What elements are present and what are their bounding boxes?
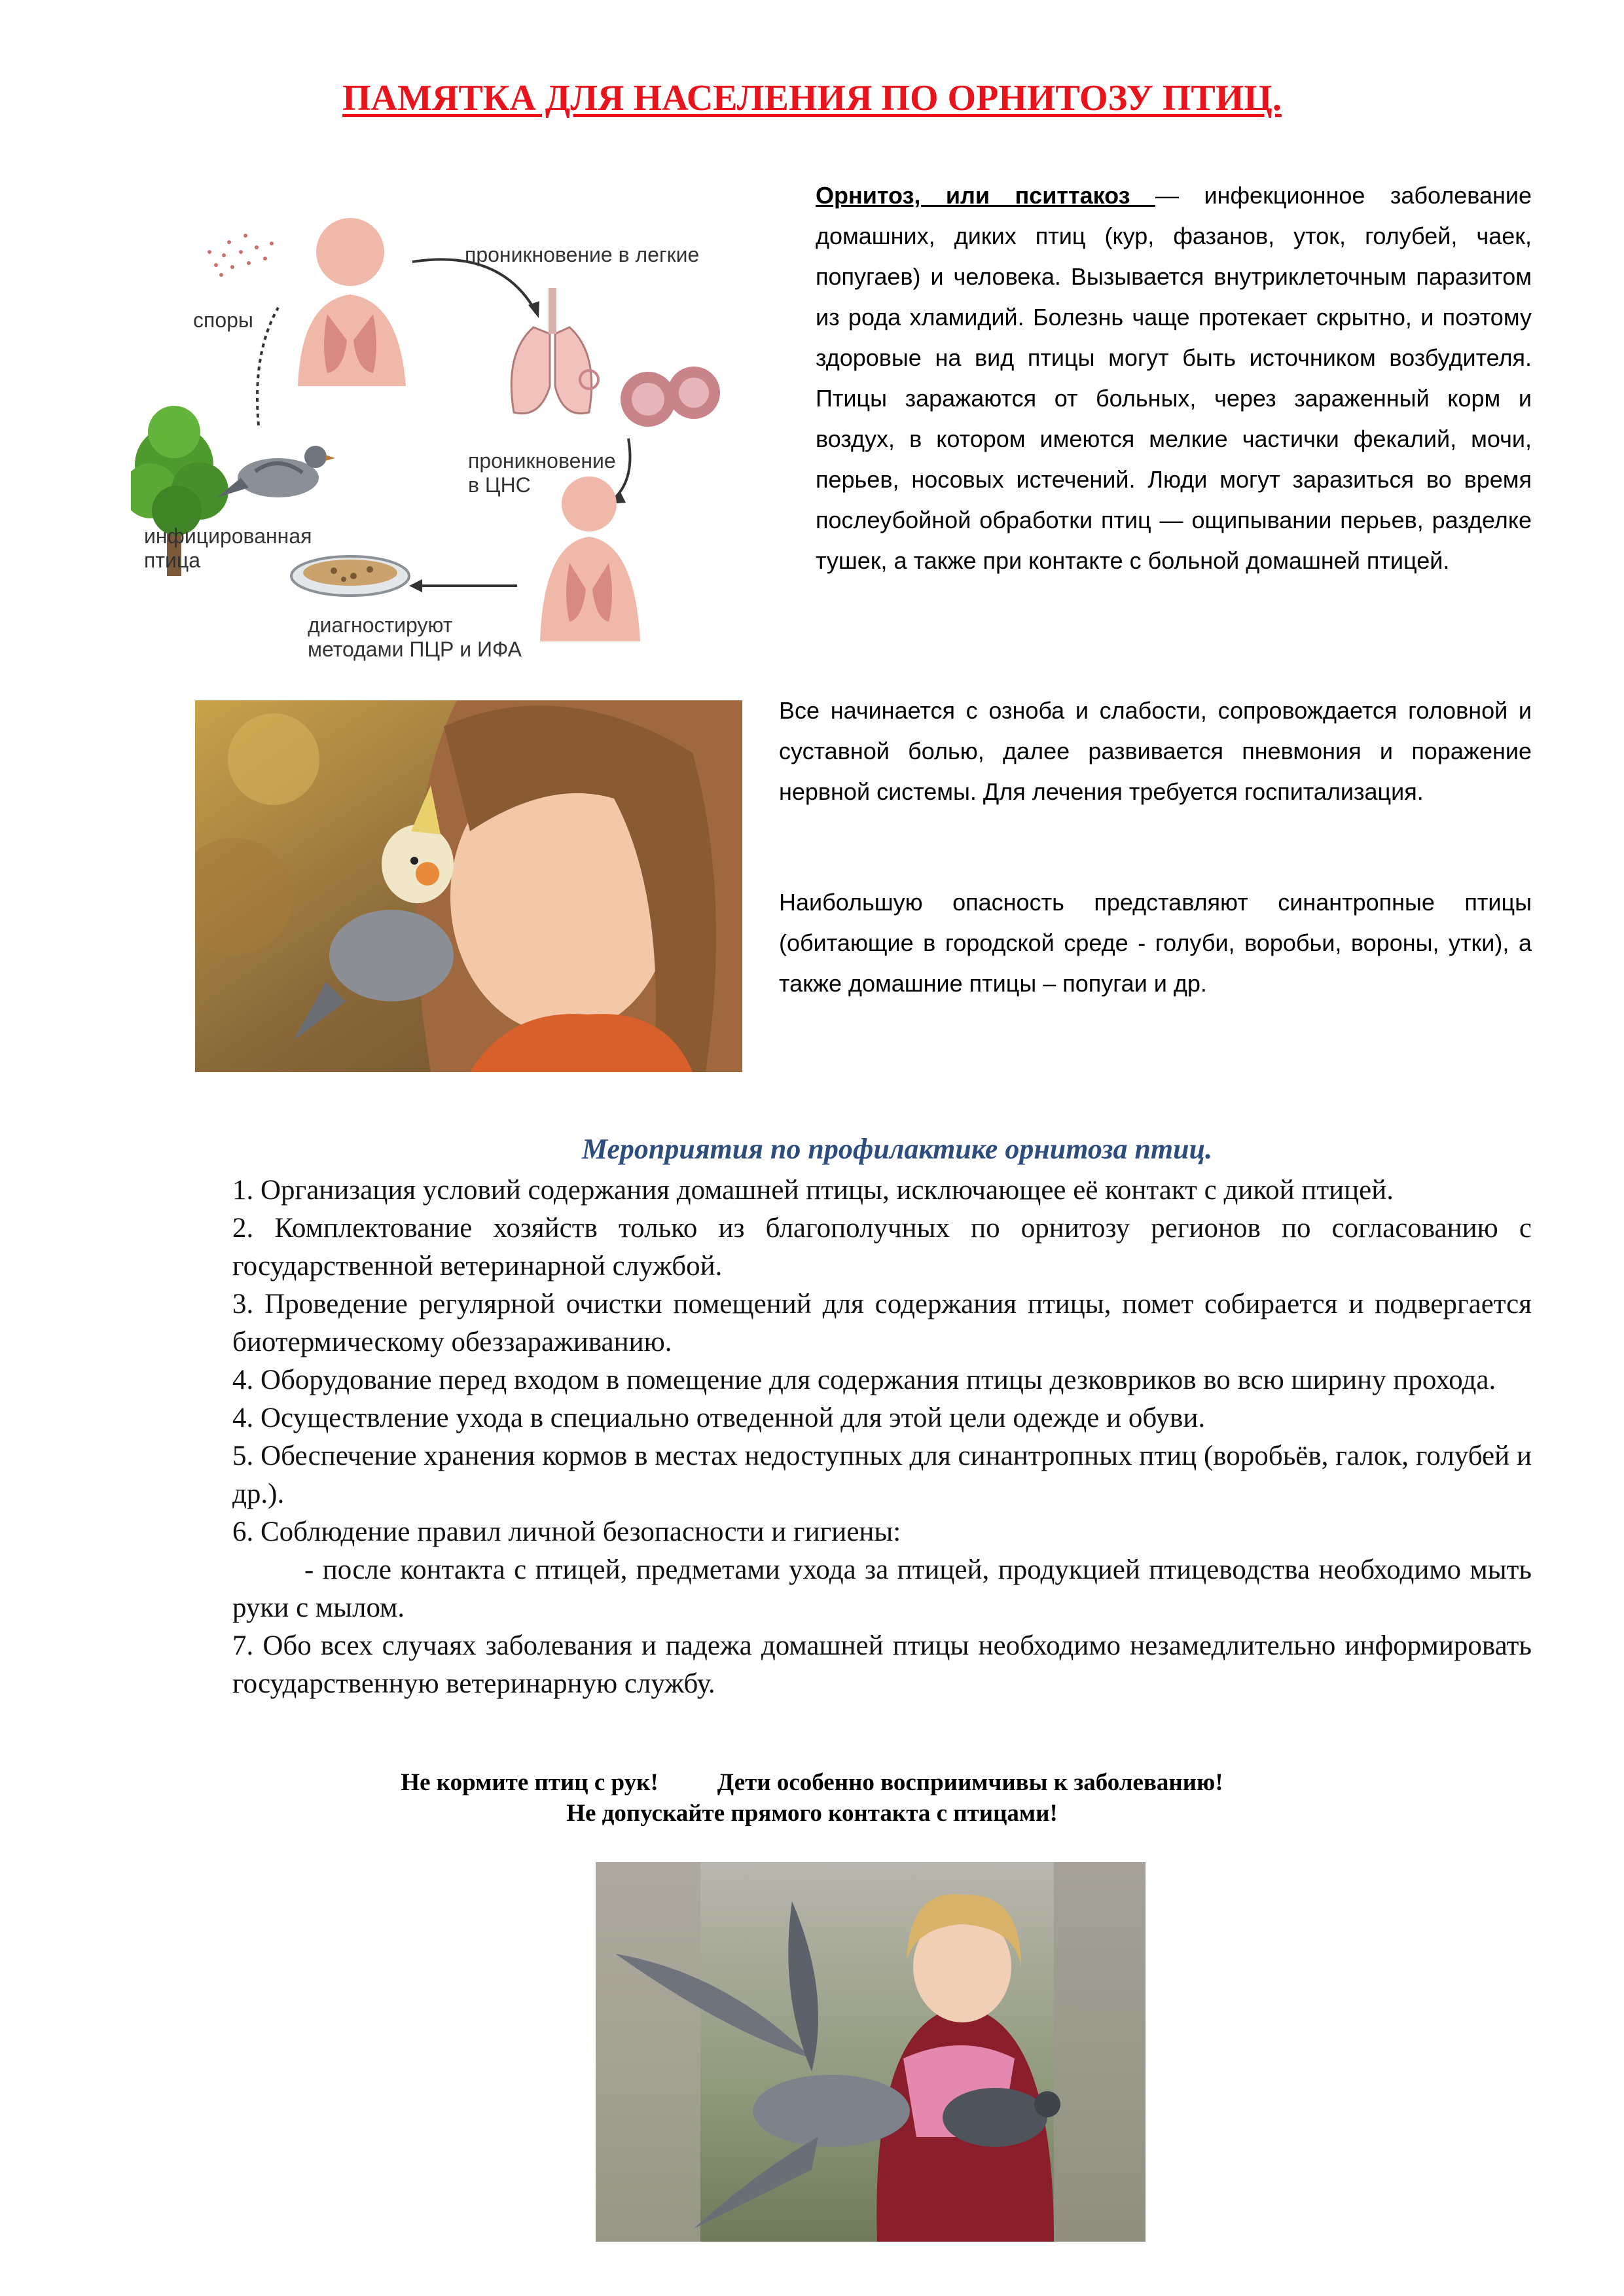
diagram-label-infected-2: птица xyxy=(144,548,200,572)
disease-term: Орнитоз, или пситтакоз xyxy=(816,182,1156,209)
person-cns-illustration xyxy=(540,476,640,641)
diagram-label-cns-1: проникновение xyxy=(468,449,616,473)
measure-item: 4. Оборудование перед входом в помещение для содержания птицы дезковриков во всю ширину прохода. xyxy=(232,1365,1496,1395)
warning-children: Дети особенно восприимчивы к заболеванию! xyxy=(717,1769,1223,1796)
measure-item: 4. Осуществление ухода в специально отведенной для этой цели одежде и обуви. xyxy=(232,1403,1206,1433)
danger-paragraph xyxy=(779,882,1532,1004)
diagram-label-lungs: проникновение в легкие xyxy=(465,243,700,266)
measure-item: 3. Проведение регулярной очистки помещений для содержания птицы, помет собирается и подвергается биотермическому обеззараживанию. xyxy=(232,1289,1532,1357)
girl-with-parrot-photo xyxy=(195,700,742,1072)
intro-text: — инфекционное заболевание домашних, диких птиц (кур, фазанов, уток, голубей, чаек, попугаев) и человека. Вызывается внутриклеточным паразитом из рода хламидий. Болезнь чаще протекает скрытно, и поэтому здоровые на вид птицы могут быть источником возбудителя. Птицы заражаются от больных, через зараженный корм и воздух, в котором имеются мелкие частички фекалий, мочи, перьев, носовых истечений. Люди могут заразиться во время послеубойной обработки птиц — ощипывании перьев, разделке тушек, а также при контакте с больной домашней птицей. xyxy=(816,182,1532,574)
diagram-label-spores: споры xyxy=(193,308,253,332)
symptoms-text: Все начинается с озноба и слабости, сопровождается головной и суставной болью, далее развивается пневмония и поражение нервной системы. Для лечения требуется госпитализация. xyxy=(779,697,1532,805)
measures-heading: Мероприятия по профилактике орнитоза птиц. xyxy=(581,1133,1213,1165)
girl-with-pigeons-photo xyxy=(596,1862,1146,2242)
danger-text: Наибольшую опасность представляют синантропные птицы (обитающие в городской среде - голуби, воробьи, вороны, утки), а также домашние птицы – попугаи и др. xyxy=(779,889,1532,997)
spores-cloud xyxy=(208,234,274,277)
warning-feeding: Не кормите птиц с рук! xyxy=(401,1769,659,1796)
petri-dish-illustration xyxy=(291,556,409,596)
diagram-label-cns-2: в ЦНС xyxy=(468,473,531,497)
symptoms-paragraph xyxy=(779,691,1532,812)
measure-item: 2. Комплектование хозяйств только из благополучных по орнитозу регионов по согласованию с государственной ветеринарной службой. xyxy=(232,1213,1532,1282)
person-lungs-illustration xyxy=(298,218,406,386)
lungs-illustration xyxy=(511,288,592,414)
page-title: ПАМЯТКА ДЛЯ НАСЕЛЕНИЯ ПО ОРНИТОЗУ ПТИЦ. xyxy=(342,78,1282,118)
pigeon-illustration xyxy=(217,446,335,497)
measure-item: 5. Обеспечение хранения кормов в местах недоступных для синантропных птиц (воробьёв, галок, голубей и др.). xyxy=(232,1441,1532,1509)
intro-paragraph xyxy=(816,175,1532,581)
diagram-label-diagnose-2: методами ПЦР и ИФА xyxy=(308,637,522,661)
diagram-label-diagnose-1: диагностируют xyxy=(308,613,453,637)
measure-item: 1. Организация условий содержания домашней птицы, исключающее её контакт с дикой птицей. xyxy=(232,1175,1394,1206)
warning-contact: Не допускайте прямого контакта с птицами! xyxy=(566,1800,1058,1827)
measure-item: 7. Обо всех случаях заболевания и падежа домашней птицы необходимо незамедлительно информировать государственную ветеринарную службу. xyxy=(232,1630,1532,1699)
chlamydia-cells-illustration xyxy=(580,367,720,427)
infection-cycle-diagram xyxy=(131,190,772,661)
measure-item: 6. Соблюдение правил личной безопасности и гигиены: xyxy=(232,1516,901,1547)
warnings-block xyxy=(0,1767,1624,1829)
measures-list xyxy=(232,1172,1532,1703)
measure-subitem: - после контакта с птицей, предметами ухода за птицей, продукцией птицеводства необходимо мыть руки с мылом. xyxy=(232,1554,1532,1623)
diagram-label-infected-1: инфицированная xyxy=(144,524,312,548)
